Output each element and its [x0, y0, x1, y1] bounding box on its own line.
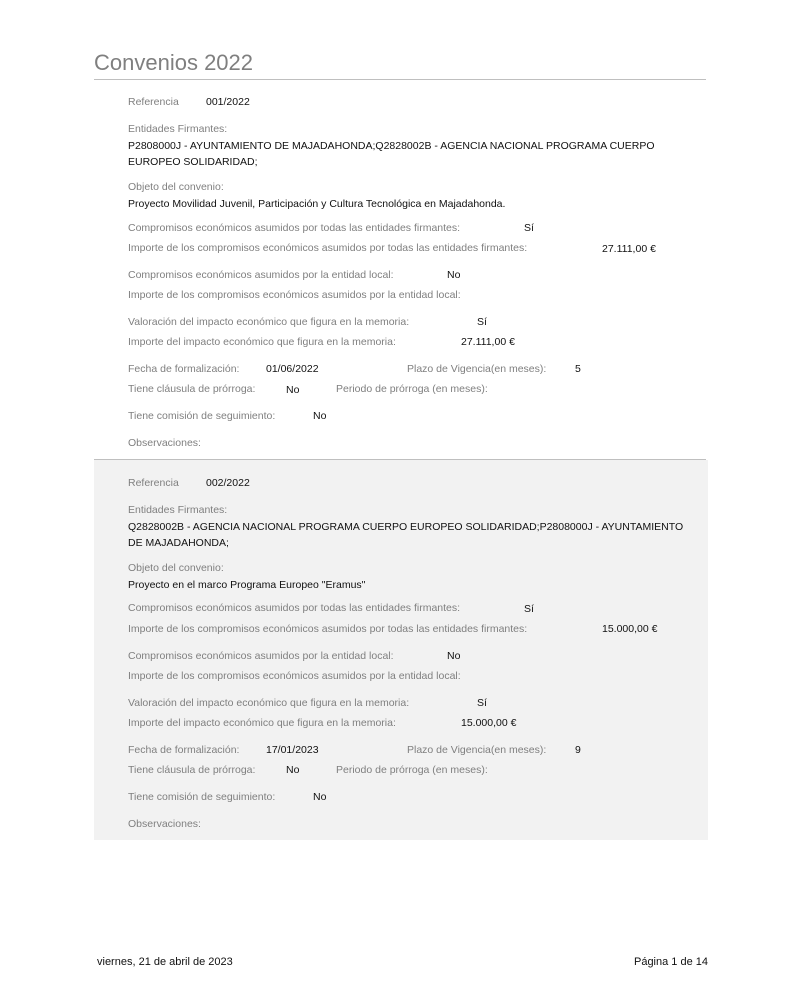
imp-todas-label: Importe de los compromisos económicos asumidos por todas las entidades firmantes:: [128, 623, 528, 635]
referencia-value: 001/2022: [206, 96, 250, 108]
entidades-value: Q2828002B - AGENCIA NACIONAL PROGRAMA CUERPO EUROPEO SOLIDARIDAD;P2808000J - AYUNTAMIENTO DE MAJADAHONDA;: [128, 521, 684, 549]
comp-todas-label: Compromisos económicos asumidos por todas las entidades firmantes:: [128, 602, 461, 614]
observaciones-label: Observaciones:: [128, 818, 201, 830]
record-card: [94, 80, 708, 460]
imp-impacto-value: 15.000,00 €: [461, 717, 517, 729]
periodo-label: Periodo de prórroga (en meses):: [336, 383, 488, 395]
valoracion-value: Sí: [477, 316, 487, 328]
objeto-label: Objeto del convenio:: [128, 181, 224, 193]
valoracion-label: Valoración del impacto económico que figura en la memoria:: [128, 697, 410, 709]
referencia-label: Referencia: [128, 96, 179, 108]
comp-local-value: No: [447, 650, 461, 662]
comp-local-label: Compromisos económicos asumidos por la entidad local:: [128, 269, 394, 281]
imp-todas-label: Importe de los compromisos económicos asumidos por todas las entidades firmantes:: [128, 242, 528, 254]
objeto-label: Objeto del convenio:: [128, 562, 224, 574]
imp-local-label: Importe de los compromisos económicos asumidos por la entidad local:: [128, 289, 461, 301]
comp-local-value: No: [447, 269, 461, 281]
valoracion-label: Valoración del impacto económico que figura en la memoria:: [128, 316, 410, 328]
plazo-label: Plazo de Vigencia(en meses):: [407, 363, 547, 375]
imp-todas-value: 27.111,00 €: [602, 243, 656, 255]
imp-impacto-value: 27.111,00 €: [461, 336, 515, 348]
referencia-value: 002/2022: [206, 477, 250, 489]
comp-local-label: Compromisos económicos asumidos por la entidad local:: [128, 650, 394, 662]
plazo-value: 5: [575, 363, 581, 375]
comision-label: Tiene comisión de seguimiento:: [128, 410, 276, 422]
periodo-label: Periodo de prórroga (en meses):: [336, 764, 488, 776]
footer-page-number: Página 1 de 14: [633, 956, 708, 968]
clausula-value: No: [286, 764, 300, 776]
entidades-label: Entidades Firmantes:: [128, 504, 228, 516]
valoracion-value: Sí: [477, 697, 487, 709]
page-title: Convenios 2022: [94, 50, 254, 75]
entidades-label: Entidades Firmantes:: [128, 123, 228, 135]
comp-todas-value: Sí: [524, 222, 534, 234]
footer-date: viernes, 21 de abril de 2023: [97, 956, 233, 968]
comp-todas-label: Compromisos económicos asumidos por todas las entidades firmantes:: [128, 222, 461, 234]
plazo-value: 9: [575, 744, 581, 756]
objeto-value: Proyecto en el marco Programa Europeo "Eramus": [128, 579, 366, 591]
entidades-value: P2808000J - AYUNTAMIENTO DE MAJADAHONDA;Q2828002B - AGENCIA NACIONAL PROGRAMA CUERPO EUROPEO SOLIDARIDAD;: [128, 140, 655, 168]
clausula-label: Tiene cláusula de prórroga:: [128, 383, 256, 395]
objeto-value: Proyecto Movilidad Juvenil, Participación y Cultura Tecnológica en Majadahonda.: [128, 198, 506, 210]
imp-todas-value: 15.000,00 €: [602, 623, 658, 635]
referencia-label: Referencia: [128, 477, 179, 489]
plazo-label: Plazo de Vigencia(en meses):: [407, 744, 547, 756]
comp-todas-value: Sí: [524, 603, 534, 615]
imp-impacto-label: Importe del impacto económico que figura en la memoria:: [128, 336, 396, 348]
comision-value: No: [313, 791, 327, 803]
record-card: [94, 460, 708, 840]
imp-impacto-label: Importe del impacto económico que figura en la memoria:: [128, 717, 396, 729]
clausula-value: No: [286, 384, 300, 396]
fecha-value: 17/01/2023: [266, 744, 319, 756]
fecha-value: 01/06/2022: [266, 363, 319, 375]
imp-local-label: Importe de los compromisos económicos asumidos por la entidad local:: [128, 670, 461, 682]
comision-value: No: [313, 410, 327, 422]
observaciones-label: Observaciones:: [128, 437, 201, 449]
fecha-label: Fecha de formalización:: [128, 744, 240, 756]
comision-label: Tiene comisión de seguimiento:: [128, 791, 276, 803]
fecha-label: Fecha de formalización:: [128, 363, 240, 375]
clausula-label: Tiene cláusula de prórroga:: [128, 764, 256, 776]
